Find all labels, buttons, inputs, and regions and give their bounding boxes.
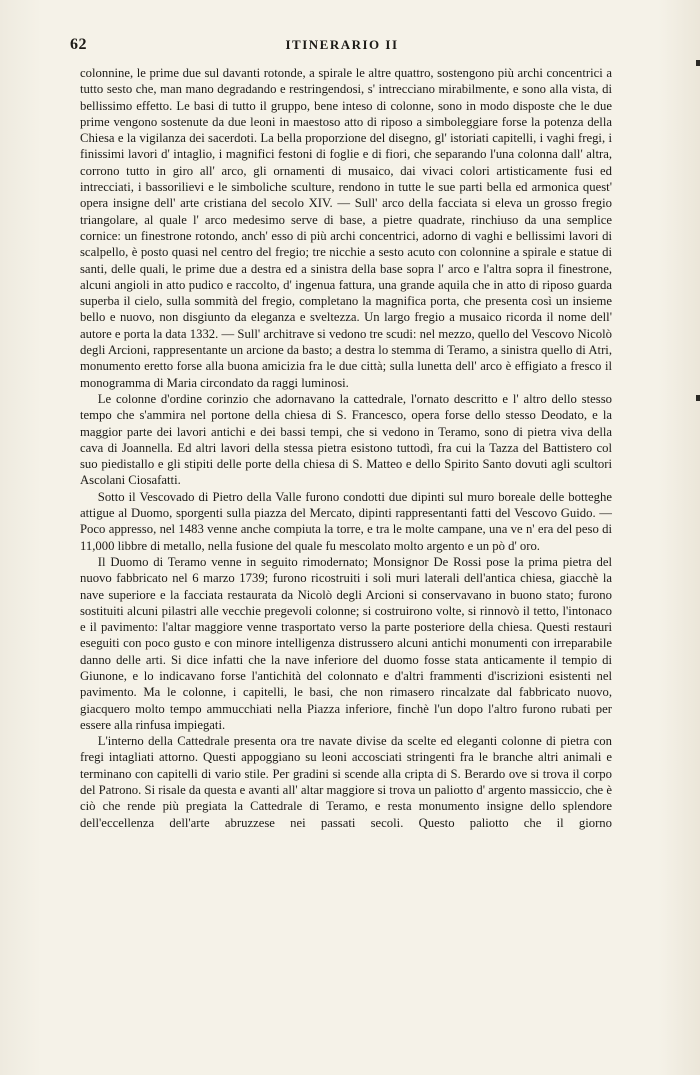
paragraph-corinthian-columns: Le colonne d'ordine corinzio che adornavano la cattedrale, l'ornato descritto e l' altro dello stesso tempo che s'ammira nel portone della chiesa di S. Francesco, opera forse dello stesso Deodato, e la maggior parte dei lavori antichi e dei bassi tempi, che si vedono in Teramo, sono di pietra viva della cava di Joannella. Ed altri lavori della stessa pietra esistono tuttodì, fra cui la Tazza del Battistero col suo piedistallo e gli stipiti delle porte della chiesa di S. Matteo e dello Spirito Santo dovuti agli scultori Ascolani Ciosafatti. [80, 391, 612, 488]
page-header [70, 36, 614, 58]
paragraph-arch-description: colonnine, le prime due sul davanti rotonde, a spirale le altre quattro, sostengono più archi concentrici a tutto sesto che, man mano degradando e restringendosi, s' intrecciano mirabilmente, e sono alla vista, di bellissimo effetto. Le basi di tutto il gruppo, bene inteso di colonne, sono in modo disposte che le due prime vengono sostenute da due leoni in maestoso atto di riposo a simboleggiare forse la potenza della Chiesa e la vigilanza dei sacerdoti. La bella proporzione del disegno, gl' istoriati capitelli, i vaghi fregi, i finissimi lavori d' intaglio, i magnifici festoni di foglie e di fiori, che separando l'una colonna dall' altra, corrono tutto in giro all' arco, gli ornamenti di musaico, dai vivaci colori artisticamente fusi ed intrecciati, i bassorilievi e le simboliche sculture, rendono in tutte le sue parti bella ed armonica quest' opera insigne dell' arte cristiana del secolo XIV. — Sull' arco della facciata si eleva un grosso fregio triangolare, al quale l' arco medesimo serve di base, a pietre quadrate, rinchiuso da una semplice cornice: un finestrone rotondo, anch' esso di più archi concentrici, adorno di vaghi e bellissimi lavori di scalpello, è posto quasi nel centro del fregio; tre nicchie a sesto acuto con colonnine a spirale e statue di santi, delle quali, le prime due a destra ed a sinistra della base sopra l' arco e l'altra sopra il finestrone, alcuni angioli in atto pudico e raccolto, d' ingenua fattura, una grande aquila che in atto di riposo guarda superba il cielo, sulla sommità del fregio, completano la magnifica porta, che presenta così un insieme bello e nuovo, non disgiunto da eleganza e sveltezza. Un largo fregio a musaico ricorda il nome dell' autore e porta la data 1332. — Sull' architrave si vedono tre scudi: nel mezzo, quello del Vescovo Nicolò degli Arcioni, rappresentante un arcione da basto; a destra lo stemma di Teramo, a sinistra quello di Atri, monumento eretto forse alla buona amicizia fra le due città; sulla lunetta dell' arco è effigiato a fresco il monogramma di Maria circondato da raggi luminosi. [80, 66, 612, 390]
page-edge-mark [696, 395, 700, 401]
paragraph-bishop-paintings: Sotto il Vescovado di Pietro della Valle furono condotti due dipinti sul muro boreale delle botteghe attigue al Duomo, sporgenti sulla piazza del Mercato, dipinti rappresentanti fatti del Vescovo Guido. — Poco appresso, nel 1483 venne anche compiuta la torre, e tra le molte campane, una ve n' era del peso di 11,000 libbre di metallo, nella fusione del quale fu mescolato molto argento e un pò d' oro. [80, 489, 612, 553]
paragraph-cathedral-interior: L'interno della Cattedrale presenta ora tre navate divise da scelte ed eleganti colonne di pietra con fregi intagliati attorno. Questi appoggiano su leoni accosciati stringenti fra le branche altri animali e terminano con capitelli di vario stile. Per gradini si scende alla cripta di S. Berardo ove si trova il corpo del Patrono. Si risale da questa e avanti all' altar maggiore si trova un paliotto d' argento massiccio, che è ciò che rende più pregiata la Cattedrale di Teramo, e resta monumento insigne dello splendore dell'eccellenza dell'arte abruzzese nei passati secoli. Questo paliotto che il giorno [80, 734, 612, 830]
page-edge-mark [696, 60, 700, 66]
running-title: ITINERARIO II [285, 37, 399, 52]
paragraph-modernization: Il Duomo di Teramo venne in seguito rimodernato; Monsignor De Rossi pose la prima pietra del nuovo fabbricato nel 6 marzo 1739; furono ricostruiti i soli muri laterali dell'antica chiesa, giacchè la nave superiore e la facciata restaurata da Nicolò degli Arcioni si conservavano in buono stato; furono sostituiti alcuni pilastri alle vecchie pregevoli colonne; si costruirono volte, si rinnovò il tetto, l'intonaco e il pavimento: l'altar maggiore venne trasportato verso la parte posteriore della chiesa. Questi restauri eseguiti con poco gusto e con minore intelligenza distrussero alcuni antichi monumenti con irreparabile danno delle arti. Si dice infatti che la nave inferiore del duomo fosse stata anticamente il tempio di Giunone, e lo indicavano forse l'antichità del colonnato e d'altri frammenti d'iscrizioni esistenti nel pavimento. Ma le colonne, i capitelli, le basi, che non rimasero rincalzate dal fabbricato nuovo, giacquero molto tempo ammucchiati nella Piazza inferiore, finchè l'un dopo l'altro furono rubati per essere alla rinfusa impiegati. [80, 554, 612, 732]
body-text [80, 65, 612, 831]
page-number: 62 [70, 36, 87, 53]
